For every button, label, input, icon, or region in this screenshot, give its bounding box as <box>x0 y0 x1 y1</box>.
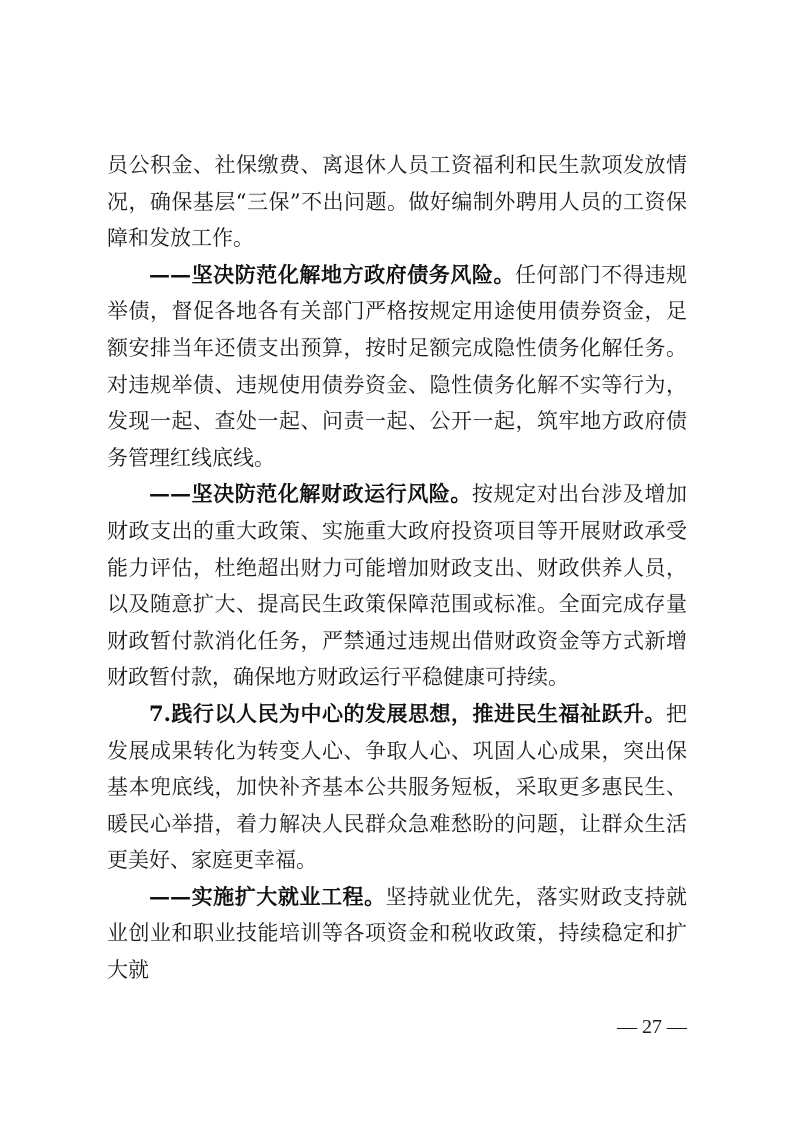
paragraph-debt-risk <box>107 257 687 477</box>
paragraph-continuation <box>107 147 687 257</box>
paragraph-text: 任何部门不得违规举债，督促各地各有关部门严格按规定用途使用债券资金，足额安排当年还债支出预算，按时足额完成隐性债务化解任务。对违规举债、违规使用债券资金、隐性债务化解不实等行为，发现一起、查处一起、问责一起、公开一起，筑牢地方政府债务管理红线底线。 <box>107 262 688 470</box>
paragraph-section-7 <box>107 696 687 879</box>
paragraph-text: 员公积金、社保缴费、离退休人员工资福利和民生款项发放情况，确保基层“三保”不出问题。做好编制外聘用人员的工资保障和发放工作。 <box>107 153 687 251</box>
paragraph-lead: 7.践行以人民为中心的发展思想，推进民生福祉跃升。 <box>149 700 666 726</box>
paragraph-lead: ——坚决防范化解财政运行风险。 <box>149 481 472 507</box>
page-number: — 27 — <box>617 1016 687 1038</box>
paragraph-text: 按规定对出台涉及增加财政支出的重大政策、实施重大政府投资项目等开展财政承受能力评估，杜绝超出财力可能增加财政支出、财政供养人员，以及随意扩大、提高民生政策保障范围或标准。全面完成存量财政暂付款消化任务，严禁通过违规出借财政资金等方式新增财政暂付款，确保地方财政运行平稳健康可持续。 <box>107 482 688 690</box>
paragraph-fiscal-risk <box>107 476 687 696</box>
paragraph-employment <box>107 879 687 989</box>
body-text <box>107 147 687 989</box>
paragraph-lead: ——坚决防范化解地方政府债务风险。 <box>149 261 516 287</box>
paragraph-text: 坚持就业优先，落实财政支持就业创业和职业技能培训等各项资金和税收政策，持续稳定和扩大就 <box>107 884 688 983</box>
paragraph-text: 把发展成果转化为转变人心、争取人心、巩固人心成果，突出保基本兜底线，加快补齐基本公共服务短板，采取更多惠民生、暖民心举措，着力解决人民群众急难愁盼的问题，让群众生活更美好、家庭更幸福。 <box>107 701 687 873</box>
paragraph-lead: ——实施扩大就业工程。 <box>149 883 386 909</box>
